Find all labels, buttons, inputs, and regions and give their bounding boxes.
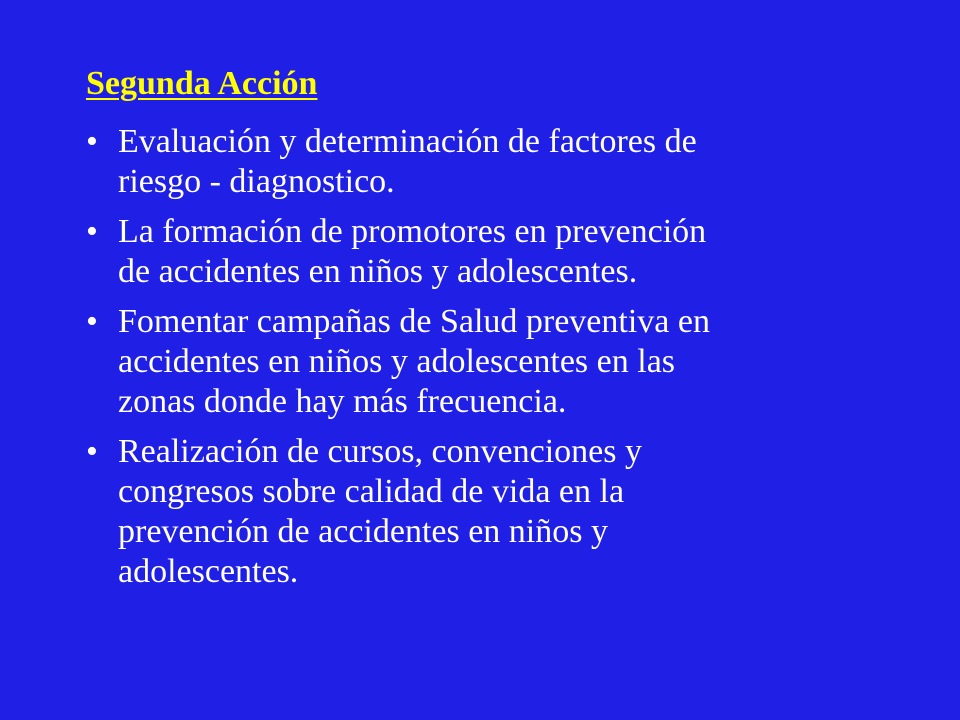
bullet-item-3 xyxy=(86,302,926,422)
bullet-icon: • xyxy=(86,303,98,340)
bullet-4-line-1: Realización de cursos, convenciones y xyxy=(118,433,642,470)
bullet-icon: • xyxy=(86,123,98,160)
bullet-item-2 xyxy=(86,212,926,292)
bullet-2-line-2: de accidentes en niños y adolescentes. xyxy=(118,253,638,290)
bullet-2-line-1: La formación de promotores en prevención xyxy=(118,213,707,250)
bullet-list xyxy=(86,122,926,602)
bullet-4-line-3: prevención de accidentes en niños y xyxy=(118,513,608,550)
bullet-3-line-2: accidentes en niños y adolescentes en las xyxy=(118,343,676,380)
bullet-4-line-2: congresos sobre calidad de vida en la xyxy=(118,473,625,510)
bullet-3-line-3: zonas donde hay más frecuencia. xyxy=(118,383,567,420)
slide-title: Segunda Acción xyxy=(86,65,318,102)
bullet-3-line-1: Fomentar campañas de Salud preventiva en xyxy=(118,303,710,340)
bullet-item-4 xyxy=(86,432,926,592)
bullet-1-line-1: Evaluación y determinación de factores de xyxy=(118,123,697,160)
bullet-4-line-4: adolescentes. xyxy=(118,553,299,590)
bullet-icon: • xyxy=(86,213,98,250)
bullet-item-1 xyxy=(86,122,926,202)
bullet-1-line-2: riesgo - diagnostico. xyxy=(118,163,395,200)
bullet-icon: • xyxy=(86,433,98,470)
